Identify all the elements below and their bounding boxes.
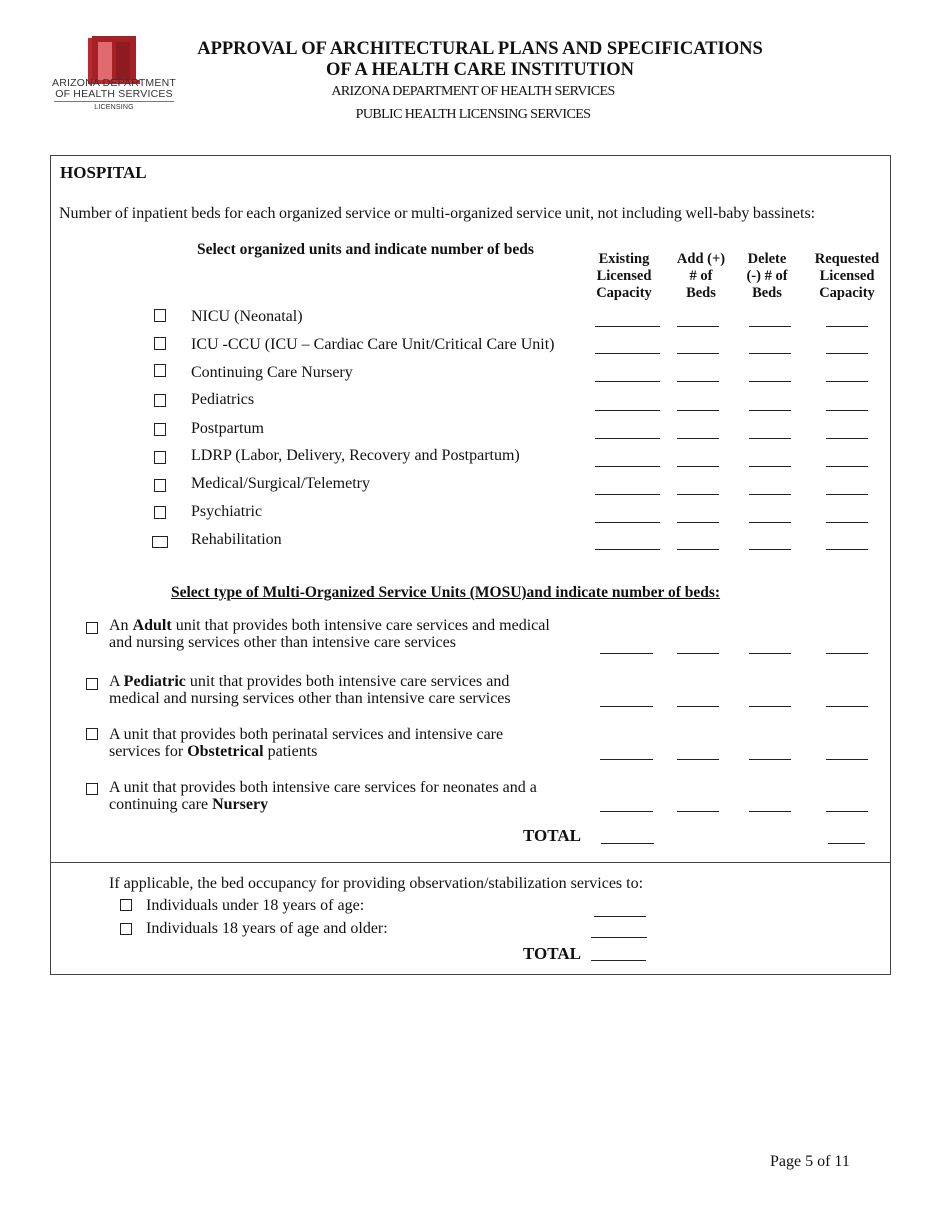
requested-capacity-line[interactable] [826, 438, 868, 439]
unit-checkbox[interactable] [154, 337, 166, 350]
unit-label: ICU -CCU (ICU – Cardiac Care Unit/Critical Care Unit) [191, 336, 555, 353]
requested-capacity-line[interactable] [826, 549, 868, 550]
mosu-item-adult [109, 617, 550, 651]
mosu-total-label: TOTAL [523, 826, 581, 845]
mosu-text: patients [263, 743, 318, 760]
unit-label: Medical/Surgical/Telemetry [191, 475, 370, 492]
section-title: HOSPITAL [60, 163, 147, 182]
delete-beds-line[interactable] [749, 438, 791, 439]
observation-item: Individuals under 18 years of age: [146, 897, 365, 914]
existing-capacity-line[interactable] [595, 466, 660, 467]
delete-beds-line[interactable] [749, 326, 791, 327]
unit-checkbox[interactable] [154, 479, 166, 492]
requested-capacity-line[interactable] [826, 494, 868, 495]
add-beds-line[interactable] [677, 759, 719, 760]
delete-beds-line[interactable] [749, 466, 791, 467]
add-beds-line[interactable] [677, 466, 719, 467]
observation-total-label: TOTAL [523, 944, 581, 963]
col-add-beds [667, 251, 735, 302]
page-title-line1: APPROVAL OF ARCHITECTURAL PLANS AND SPECIFICATIONS [197, 39, 763, 59]
existing-capacity-line[interactable] [595, 438, 660, 439]
mosu-item-obstetrical [109, 726, 503, 760]
logo-text-1: ARIZONA DEPARTMENT [52, 77, 176, 89]
existing-capacity-line[interactable] [600, 759, 653, 760]
total-requested-line[interactable] [828, 843, 865, 844]
unit-checkbox[interactable] [154, 309, 166, 322]
mosu-text: A [109, 673, 124, 690]
unit-label: NICU (Neonatal) [191, 308, 303, 325]
observation-under18-line[interactable] [594, 916, 646, 917]
delete-beds-line[interactable] [749, 549, 791, 550]
col-header-line: Licensed [596, 268, 652, 284]
org-name: ARIZONA DEPARTMENT OF HEALTH SERVICES [331, 84, 615, 99]
mosu-text: A unit that provides both perinatal services and intensive care [109, 726, 504, 743]
requested-capacity-line[interactable] [826, 381, 868, 382]
mosu-checkbox[interactable] [86, 728, 98, 740]
requested-capacity-line[interactable] [826, 466, 868, 467]
unit-checkbox[interactable] [154, 364, 166, 377]
col-header-line: Beds [752, 285, 782, 301]
col-header-line: (-) # of [746, 268, 788, 284]
delete-beds-line[interactable] [749, 706, 791, 707]
observation-checkbox[interactable] [120, 923, 132, 935]
mosu-item-pediatric [109, 673, 511, 707]
mosu-checkbox[interactable] [86, 783, 98, 795]
existing-capacity-line[interactable] [595, 353, 660, 354]
delete-beds-line[interactable] [749, 494, 791, 495]
observation-item: Individuals 18 years of age and older: [146, 920, 388, 937]
col-delete-beds [736, 251, 798, 302]
requested-capacity-line[interactable] [826, 811, 868, 812]
col-header-line: Existing [598, 251, 650, 267]
unit-checkbox[interactable] [154, 394, 166, 407]
existing-capacity-line[interactable] [595, 522, 660, 523]
col-header-line: # of [689, 268, 713, 284]
existing-capacity-line[interactable] [600, 811, 653, 812]
delete-beds-line[interactable] [749, 811, 791, 812]
col-requested-capacity [802, 251, 892, 302]
mosu-text: unit that provides both intensive care services and [185, 673, 510, 690]
requested-capacity-line[interactable] [826, 759, 868, 760]
existing-capacity-line[interactable] [595, 549, 660, 550]
add-beds-line[interactable] [677, 494, 719, 495]
mosu-bold: Obstetrical [187, 743, 264, 760]
add-beds-line[interactable] [677, 653, 719, 654]
unit-label: Psychiatric [191, 503, 263, 520]
add-beds-line[interactable] [677, 811, 719, 812]
delete-beds-line[interactable] [749, 353, 791, 354]
col-header-line: Requested [814, 251, 880, 267]
mosu-text: continuing care [109, 796, 213, 813]
col-header-line: Capacity [819, 285, 875, 301]
delete-beds-line[interactable] [749, 410, 791, 411]
add-beds-line[interactable] [677, 522, 719, 523]
section-intro: Number of inpatient beds for each organized service or multi-organized service unit, not including well-baby bassinets: [59, 205, 816, 222]
logo-text-2: OF HEALTH SERVICES [55, 88, 173, 100]
unit-label: Continuing Care Nursery [191, 364, 353, 381]
mosu-checkbox[interactable] [86, 622, 98, 634]
existing-capacity-line[interactable] [595, 381, 660, 382]
col-existing-capacity [584, 251, 664, 302]
col-header-line: Add (+) [676, 251, 726, 267]
add-beds-line[interactable] [677, 438, 719, 439]
add-beds-line[interactable] [677, 381, 719, 382]
mosu-checkbox[interactable] [86, 678, 98, 690]
add-beds-line[interactable] [677, 549, 719, 550]
requested-capacity-line[interactable] [826, 706, 868, 707]
observation-checkbox[interactable] [120, 899, 132, 911]
existing-capacity-line[interactable] [595, 494, 660, 495]
col-header-line: Beds [686, 285, 716, 301]
requested-capacity-line[interactable] [826, 353, 868, 354]
col-header-line: Delete [747, 251, 787, 267]
existing-capacity-line[interactable] [595, 326, 660, 327]
mosu-heading: Select type of Multi-Organized Service Units (MOSU)and indicate number of beds: [171, 584, 721, 601]
col-header-line: Capacity [596, 285, 652, 301]
add-beds-line[interactable] [677, 706, 719, 707]
delete-beds-line[interactable] [749, 653, 791, 654]
mosu-text: services for [109, 743, 188, 760]
unit-checkbox[interactable] [154, 423, 166, 436]
add-beds-line[interactable] [677, 410, 719, 411]
unit-label: Pediatrics [191, 391, 255, 408]
existing-capacity-line[interactable] [600, 706, 653, 707]
requested-capacity-line[interactable] [826, 410, 868, 411]
add-beds-line[interactable] [677, 353, 719, 354]
unit-checkbox[interactable] [152, 536, 168, 548]
col-header-line: Licensed [819, 268, 875, 284]
unit-label: Rehabilitation [191, 531, 282, 548]
delete-beds-line[interactable] [749, 759, 791, 760]
delete-beds-line[interactable] [749, 381, 791, 382]
org-division: PUBLIC HEALTH LICENSING SERVICES [355, 107, 591, 122]
existing-capacity-line[interactable] [595, 410, 660, 411]
mosu-bold: Adult [132, 617, 172, 634]
units-heading: Select organized units and indicate number of beds [197, 241, 534, 258]
unit-checkbox[interactable] [154, 506, 166, 519]
logo-text-3: LICENSING [94, 104, 134, 111]
observation-total-line[interactable] [591, 960, 646, 961]
mosu-text: unit that provides both intensive care services and medical [171, 617, 550, 634]
requested-capacity-line[interactable] [826, 653, 868, 654]
requested-capacity-line[interactable] [826, 522, 868, 523]
total-existing-line[interactable] [601, 843, 654, 844]
mosu-item-nursery [109, 779, 537, 813]
observation-intro: If applicable, the bed occupancy for providing observation/stabilization services to: [109, 875, 644, 892]
page-number: Page 5 of 11 [770, 1153, 850, 1170]
unit-label: LDRP (Labor, Delivery, Recovery and Postpartum) [191, 447, 520, 464]
mosu-text: An [109, 617, 133, 634]
existing-capacity-line[interactable] [600, 653, 653, 654]
mosu-bold: Pediatric [123, 673, 186, 690]
mosu-text: and nursing services other than intensive care services [109, 634, 456, 651]
unit-checkbox[interactable] [154, 451, 166, 464]
observation-18plus-line[interactable] [591, 937, 647, 938]
unit-label: Postpartum [191, 420, 264, 437]
requested-capacity-line[interactable] [826, 326, 868, 327]
delete-beds-line[interactable] [749, 522, 791, 523]
mosu-text: A unit that provides both intensive care services for neonates and a [109, 779, 537, 796]
section-divider [50, 862, 891, 863]
add-beds-line[interactable] [677, 326, 719, 327]
page-title-line2: OF A HEALTH CARE INSTITUTION [325, 60, 635, 80]
mosu-bold: Nursery [212, 796, 269, 813]
mosu-text: medical and nursing services other than intensive care services [109, 690, 511, 707]
